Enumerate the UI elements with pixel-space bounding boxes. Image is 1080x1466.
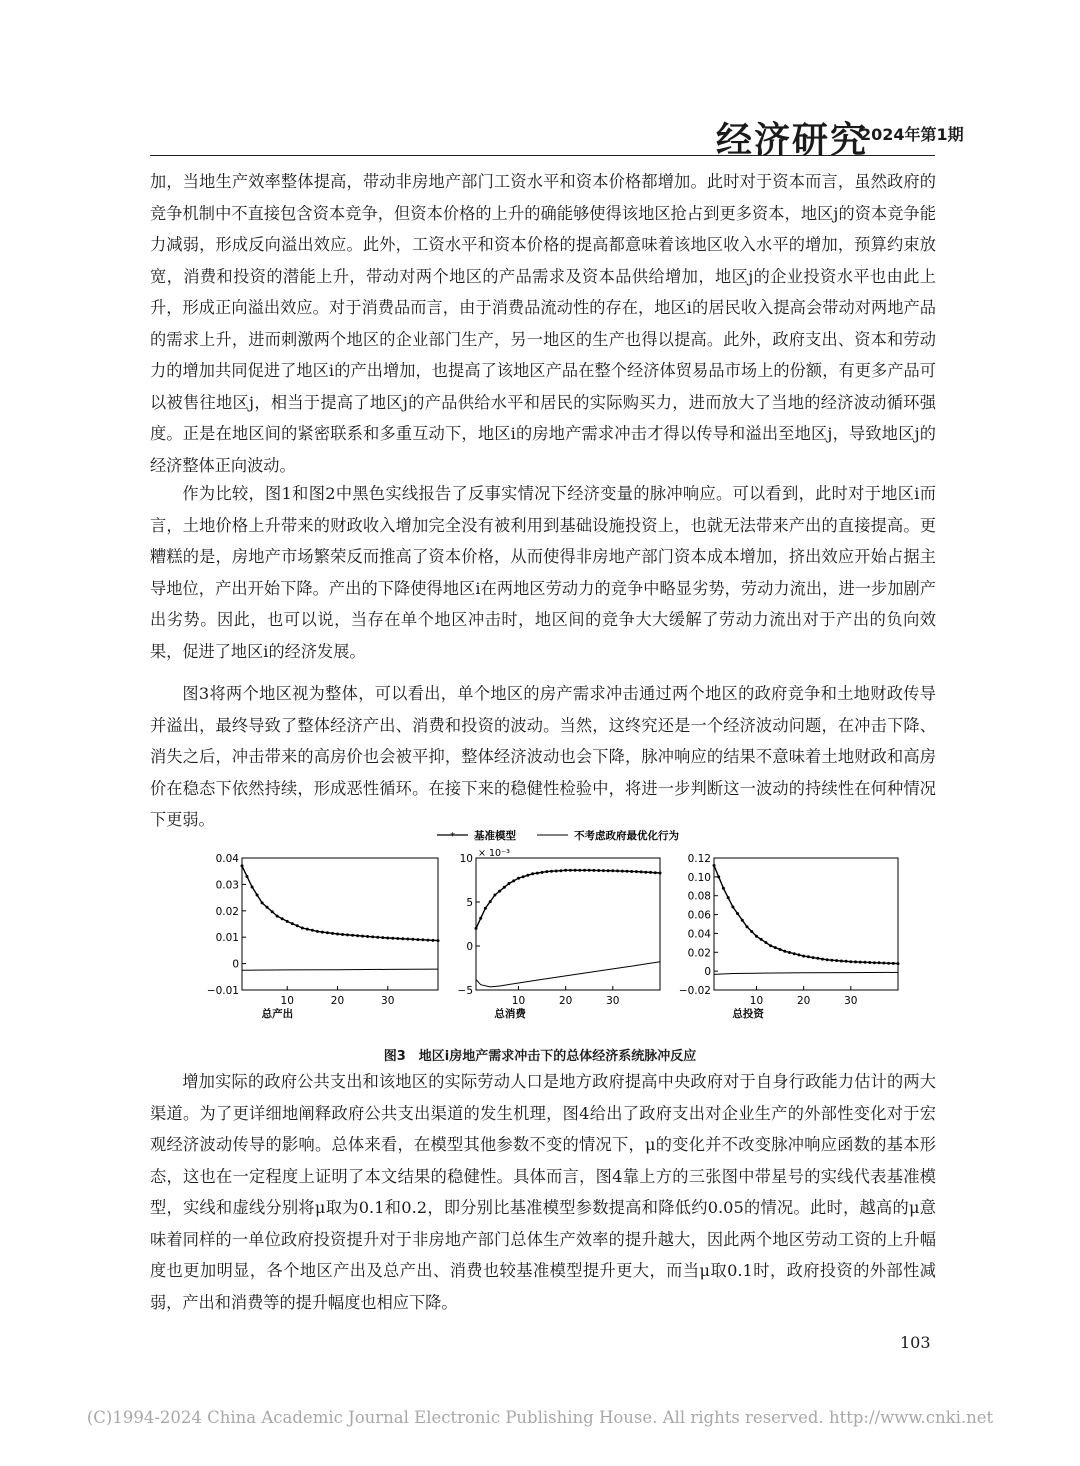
- series-marker: [826, 958, 829, 961]
- figure-3: [200, 826, 920, 1036]
- series-line-baseline: [476, 870, 660, 928]
- y-tick-label: 0.03: [215, 879, 239, 892]
- series-marker: [849, 960, 852, 963]
- series-marker: [750, 930, 753, 933]
- series-marker: [391, 937, 394, 940]
- series-marker: [574, 869, 577, 872]
- series-marker: [760, 938, 763, 941]
- series-marker: [301, 927, 304, 930]
- figure-caption: 图3 地区i房地产需求冲击下的总体经济系统脉冲反应: [383, 1049, 697, 1064]
- y-tick-label: 0.02: [687, 947, 711, 960]
- series-marker: [559, 869, 562, 872]
- series-marker: [371, 935, 374, 938]
- series-marker: [432, 939, 435, 942]
- series-marker: [326, 931, 329, 934]
- series-marker: [489, 900, 492, 903]
- series-marker: [746, 925, 749, 928]
- series-marker: [479, 917, 482, 920]
- paragraph-block-3: [150, 678, 936, 836]
- series-marker: [406, 938, 409, 941]
- y-tick-label: 0.04: [687, 928, 711, 941]
- x-tick-label: 20: [330, 995, 345, 1007]
- x-tick-label: 10: [511, 995, 526, 1007]
- series-marker: [873, 961, 876, 964]
- series-marker: [346, 933, 349, 936]
- series-marker: [783, 950, 786, 953]
- series-marker: [291, 922, 294, 925]
- y-tick-label: 5: [466, 897, 473, 909]
- series-marker: [512, 879, 515, 882]
- series-marker: [396, 937, 399, 940]
- series-marker: [261, 901, 264, 904]
- series-line-counterfactual: [242, 969, 438, 970]
- series-marker: [588, 869, 591, 872]
- paragraph: 增加实际的政府公共支出和该地区的实际劳动人口是地方政府提高中央政府对于自身行政能力估计的两大渠道。为了更详细地阐释政府公共支出渠道的发生机理，图4给出了政府支出对企业生产的外部性变化对于宏观经济波动传导的影响。总体来看，在模型其他参数不变的情况下，μ的变化并不改变脉冲响应函数的基本形态，这也在一定程度上证明了本文结果的稳健性。具体而言，图4靠上方的三张图中带星号的实线代表基准模型，实线和虚线分别将μ取为0.1和0.2，即分别比基准模型参数提高和降低约0.05的情况。此时，越高的μ意味着同样的一单位政府投资提升对于非房地产部门总体生产效率的提升越大，因此两个地区劳动工资的上升幅度也更加明显，各个地区产出及总产出、消费也较基准模型提升更大，而当μ取0.1时，政府投资的外部性减弱，产出和消费等的提升幅度也相应下降。: [150, 1072, 936, 1312]
- header-rule: [150, 155, 935, 156]
- journal-logo: 经济研究: [716, 119, 869, 161]
- legend: [437, 829, 679, 842]
- y-tick-label: 0.02: [215, 905, 239, 918]
- series-marker: [316, 930, 319, 933]
- series-marker: [271, 910, 274, 913]
- series-marker: [306, 928, 309, 931]
- x-tick-label: 20: [796, 995, 811, 1007]
- series-marker: [741, 919, 744, 922]
- series-marker: [840, 960, 843, 963]
- y-tick-label: 0: [232, 958, 239, 971]
- series-marker: [341, 933, 344, 936]
- series-marker: [764, 941, 767, 944]
- series-marker: [564, 869, 567, 872]
- series-marker: [635, 870, 638, 873]
- series-marker: [835, 959, 838, 962]
- series-marker: [401, 937, 404, 940]
- x-tick-label: 30: [844, 995, 858, 1007]
- series-marker: [416, 938, 419, 941]
- y-tick-label: 0.04: [215, 853, 239, 865]
- series-marker: [812, 956, 815, 959]
- series-marker: [816, 957, 819, 960]
- series-marker: [611, 869, 614, 872]
- series-marker: [616, 869, 619, 872]
- series-marker: [845, 960, 848, 963]
- copyright-footer: (C)1994-2024 China Academic Journal Electronic Publishing House. All rights reserved. http://www.cnki.net: [86, 1408, 994, 1427]
- series-marker: [592, 869, 595, 872]
- series-marker: [878, 961, 881, 964]
- legend-item-counterfactual: [537, 829, 679, 842]
- series-marker: [774, 946, 777, 949]
- series-marker: [644, 871, 647, 874]
- series-marker: [526, 874, 529, 877]
- paragraph: 作为比较，图1和图2中黑色实线报告了反事实情况下经济变量的脉冲响应。可以看到，此时对于地区i而言，土地价格上升带来的财政收入增加完全没有被利用到基础设施投资上，也就无法带来产出的直接提高。更糟糕的是，房地产市场繁荣反而推高了资本价格，从而使得非房地产部门资本成本增加，挤出效应开始占据主导地位，产出开始下降。产出的下降使得地区i在两地区劳动力的竞争中略显劣势，劳动力流出，进一步加剧产出劣势。因此，也可以说，当存在单个地区冲击时，地区间的竞争大大缓解了劳动力流出对于产出的负向效果，促进了地区i的经济发展。: [150, 484, 936, 661]
- series-line-counterfactual: [476, 962, 660, 987]
- series-marker: [421, 938, 424, 941]
- series-marker: [286, 920, 289, 923]
- series-marker: [602, 869, 605, 872]
- series-marker: [882, 962, 885, 965]
- series-marker: [276, 915, 279, 918]
- series-marker: [426, 939, 429, 942]
- series-marker: [793, 952, 796, 955]
- plot-frame: [476, 858, 660, 990]
- y-tick-label: 10: [459, 853, 473, 865]
- series-marker: [807, 955, 810, 958]
- series-marker: [621, 870, 624, 873]
- series-marker: [381, 936, 384, 939]
- series-marker: [241, 864, 244, 867]
- series-marker: [731, 906, 734, 909]
- series-marker: [522, 875, 525, 878]
- series-marker: [536, 872, 539, 875]
- series-marker: [713, 864, 716, 867]
- paragraph-block-4: [150, 1066, 936, 1318]
- legend-baseline-label: 基准模型: [474, 830, 516, 842]
- series-marker: [569, 869, 572, 872]
- series-marker: [830, 959, 833, 962]
- issue-label: 2024年第1期: [860, 125, 964, 144]
- series-marker: [376, 936, 379, 939]
- series-marker: [517, 877, 520, 880]
- series-marker: [366, 935, 369, 938]
- paragraph-block-1: [150, 166, 936, 481]
- series-marker: [578, 869, 581, 872]
- series-marker: [864, 961, 867, 964]
- series-marker: [386, 937, 389, 940]
- x-tick-label: 10: [280, 995, 294, 1007]
- page-number: 103: [900, 1333, 931, 1352]
- y-tick-label: −5: [457, 985, 473, 997]
- series-marker: [717, 875, 720, 878]
- subplot-1: [207, 853, 440, 1020]
- x-tick-label: 20: [558, 995, 573, 1007]
- subplot-3: [679, 853, 900, 1020]
- series-marker: [508, 882, 511, 885]
- series-marker: [736, 912, 739, 915]
- series-marker: [256, 894, 259, 897]
- series-marker: [281, 917, 284, 920]
- paragraph: 加，当地生产效率整体提高，带动非房地产部门工资水平和资本价格都增加。此时对于资本而言，虽然政府的竞争机制中不直接包含资本竞争，但资本价格的上升的确能够使得该地区抢占到更多资本，地区j的资本竞争能力减弱，形成反向溢出效应。此外，工资水平和资本价格的提高都意味着该地区收入水平的增加，预算约束放宽，消费和投资的潜能上升，带动对两个地区的产品需求及资本品供给增加，地区j的企业投资水平也由此上升，形成正向溢出效应。对于消费品而言，由于消费品流动性的存在，地区i的居民收入提高会带动对两地产品的需求上升，进而刺激两个地区的企业部门生产，另一地区的生产也得以提高。此外，政府支出、资本和劳动力的增加共同促进了地区i的产出增加，也提高了该地区产品在整个经济体贸易品市场上的份额，有更多产品可以被售往地区j，相当于提高了地区j的产品供给水平和居民的实际购买力，进而放大了当地的经济波动循环强度。正是在地区间的紧密联系和多重互动下，地区i的房地产需求冲击才得以传导和溢出至地区j，导致地区j的经济整体正向波动。: [150, 172, 936, 475]
- series-marker: [437, 939, 440, 942]
- x-tick-label: 30: [606, 995, 620, 1007]
- legend-baseline-star: *: [450, 831, 455, 842]
- series-marker: [296, 924, 299, 927]
- series-marker: [727, 896, 730, 899]
- series-marker: [246, 875, 249, 878]
- series-marker: [854, 960, 857, 963]
- series-marker: [531, 872, 534, 875]
- series-marker: [859, 961, 862, 964]
- x-tick-label: 10: [749, 995, 764, 1007]
- y-scale-label: × 10⁻³: [478, 848, 510, 859]
- series-marker: [802, 955, 805, 958]
- series-marker: [640, 870, 643, 873]
- series-marker: [484, 907, 487, 910]
- series-marker: [654, 871, 657, 874]
- series-line-baseline: [714, 866, 898, 964]
- series-marker: [356, 934, 359, 937]
- y-tick-label: 0.10: [687, 871, 711, 884]
- series-marker: [331, 932, 334, 935]
- series-marker: [788, 951, 791, 954]
- series-marker: [887, 962, 890, 965]
- series-marker: [659, 872, 662, 875]
- series-line-baseline: [242, 866, 438, 941]
- charts: [207, 848, 900, 1020]
- x-tick-label: 30: [381, 995, 395, 1007]
- y-tick-label: −0.01: [206, 985, 239, 997]
- series-marker: [626, 870, 629, 873]
- series-marker: [321, 931, 324, 934]
- y-tick-label: −0.02: [678, 985, 711, 997]
- series-marker: [266, 906, 269, 909]
- y-tick-label: 0.08: [687, 890, 711, 903]
- series-marker: [821, 958, 824, 961]
- subplot-2: [458, 848, 662, 1020]
- series-marker: [550, 870, 553, 873]
- paragraph: 图3将两个地区视为整体，可以看出，单个地区的房产需求冲击通过两个地区的政府竞争和土地财政传导并溢出，最终导致了整体经济产出、消费和投资的波动。当然，这终究还是一个经济波动问题，在冲击下降、消失之后，冲击带来的高房价也会被平抑，整体经济波动也会下降，脉冲响应的结果不意味着土地财政和高房价在稳态下依然持续，形成恶性循环。在接下来的稳健性检验中，将进一步判断这一波动的持续性在何种情况下更弱。: [150, 684, 936, 829]
- series-marker: [545, 870, 548, 873]
- y-tick-label: 0.12: [687, 853, 711, 865]
- x-axis-label: 总消费: [494, 1008, 526, 1020]
- series-marker: [351, 934, 354, 937]
- series-marker: [475, 927, 478, 930]
- series-marker: [607, 869, 610, 872]
- y-tick-label: 0: [704, 966, 711, 979]
- series-marker: [361, 935, 364, 938]
- series-marker: [251, 886, 254, 889]
- x-axis-label: 总投资: [732, 1008, 764, 1020]
- series-marker: [722, 887, 725, 890]
- series-marker: [649, 871, 652, 874]
- series-marker: [597, 869, 600, 872]
- series-marker: [411, 938, 414, 941]
- paragraph-block-2: [150, 478, 936, 667]
- series-marker: [755, 935, 758, 938]
- y-tick-label: 0: [466, 941, 473, 953]
- series-marker: [583, 869, 586, 872]
- y-tick-label: 0.01: [215, 932, 239, 945]
- series-marker: [892, 962, 895, 965]
- series-marker: [779, 948, 782, 951]
- series-marker: [493, 894, 496, 897]
- series-marker: [541, 871, 544, 874]
- series-marker: [630, 870, 633, 873]
- legend-item-baseline: [437, 829, 516, 842]
- plot-frame: [714, 858, 898, 990]
- series-marker: [503, 886, 506, 889]
- series-marker: [797, 953, 800, 956]
- series-line-counterfactual: [714, 972, 898, 974]
- x-axis-label: 总产出: [261, 1008, 294, 1020]
- series-marker: [498, 890, 501, 893]
- series-marker: [769, 944, 772, 947]
- y-tick-label: 0.06: [687, 909, 711, 922]
- series-marker: [868, 961, 871, 964]
- legend-counterfactual-label: 不考虑政府最优化行为: [574, 830, 679, 842]
- series-marker: [555, 870, 558, 873]
- series-marker: [311, 929, 314, 932]
- series-marker: [897, 962, 900, 965]
- series-marker: [336, 933, 339, 936]
